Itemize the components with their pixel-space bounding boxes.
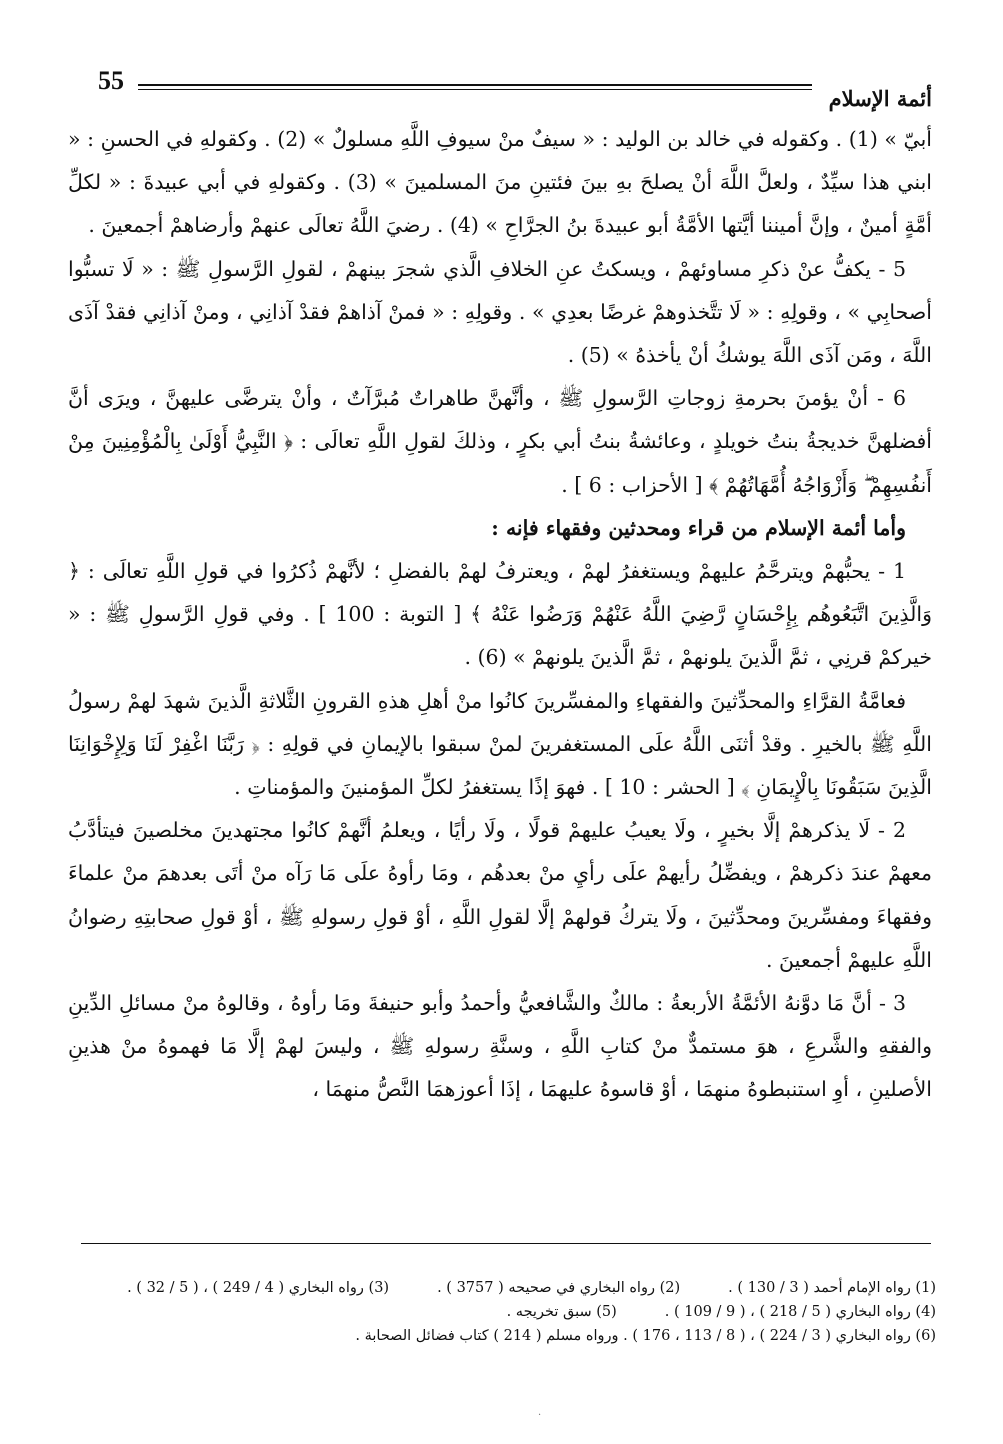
footnote-row <box>72 1276 936 1300</box>
main-text <box>68 118 932 1112</box>
page-number: 55 <box>98 66 124 95</box>
footnote-5: (5) سبق تخريجه . <box>506 1304 617 1320</box>
footnote-divider <box>81 1243 931 1244</box>
header-rule <box>138 84 812 86</box>
footnote-2: (2) رواه البخاري في صحيحه ( 3757 ) . <box>437 1280 681 1296</box>
footnote-6: (6) رواه البخاري ( 3 / 224 ) ، ( 8 / 113 ، 176 ) . ورواه مسلم ( 214 ) كتاب فضائل الصحابة . <box>355 1328 936 1344</box>
footnote-3: (3) رواه البخاري ( 4 / 249 ) ، ( 5 / 32 ) . <box>127 1280 390 1296</box>
paragraph-point-5: 5 - يكفُّ عنْ ذكرِ مساوئهمْ ، ويسكتُ عنِ الخلافِ الَّذي شجرَ بينهمْ ، لقولِ الرَّسولِ ﷺ : « لَا تسبُّوا أصحابِي » ، وقولِهِ : « لَا تتَّخذوهمْ غرضًا بعدِي » . وقولِهِ : « فمنْ آذاهمْ فقدْ آذانِي ، ومنْ آذانِي فقدْ آذَى اللَّهَ ، ومَن آذَى اللَّهَ يوشكُ أنْ يأخذهُ » (5) . <box>68 256 932 368</box>
footnote-4: (4) رواه البخاري ( 5 / 218 ) ، ( 9 / 109 ) . <box>664 1304 936 1320</box>
running-title: أئمة الإسلام <box>828 86 932 111</box>
scan-speck: · <box>538 1410 542 1421</box>
paragraph-scholars-merit: فعامَّةُ القرَّاءِ والمحدِّثينَ والفقهاءِ والمفسِّرينَ كانُوا منْ أهلِ هذهِ القرونِ الثَّلاثةِ الَّذينَ شهدَ لهمْ رسولُ اللَّهِ ﷺ بالخيرِ . وقدْ أثنَى اللَّهُ علَى المستغفرينَ لمنْ سبقوا بالإيمانِ في قولِهِ : ﴿ رَبَّنَا اغْفِرْ لَنَا وَلِإِخْوَانِنَا الَّذِينَ سَبَقُونَا بِالْإِيمَانِ ﴾ [ الحشر : 10 ] . فهوَ إذًا يستغفرُ لكلِّ المؤمنينَ والمؤمناتِ . <box>68 688 932 800</box>
page-header <box>70 62 932 114</box>
paragraph-point-6: 6 - أنْ يؤمنَ بحرمةِ زوجاتِ الرَّسولِ ﷺ ، وأنَّهنَّ طاهراتٌ مُبرَّآتٌ ، وأنْ يترضَّى عليهنَّ ، ويرَى أنَّ أفضلهنَّ خديجةُ بنتُ خويلدٍ ، وعائشةُ بنتُ أبي بكرٍ ، وذلكَ لقولِ اللَّهِ تعالَى : ﴿ النَّبِيُّ أَوْلَىٰ بِالْمُؤْمِنِينَ مِنْ أَنفُسِهِمْ ۖ وَأَزْوَاجُهُ أُمَّهَاتُهُمْ ﴾ [ الأحزاب : 6 ] . <box>68 386 932 497</box>
footnote-row <box>72 1324 936 1348</box>
footnote-1: (1) رواه الإمام أحمد ( 3 / 130 ) . <box>728 1280 936 1296</box>
paragraph-imams-point-1: 1 - يحبُّهمْ ويترحَّمُ عليهمْ ويستغفرُ لهمْ ، ويعترفُ لهمْ بالفضلِ ؛ لأنَّهمْ ذُكرُوا في قولِ اللَّهِ تعالَى : ﴿ وَالَّذِينَ اتَّبَعُوهُم بِإِحْسَانٍ رَّضِيَ اللَّهُ عَنْهُمْ وَرَضُوا عَنْهُ ﴾ [ التوبة : 100 ] . وفي قولِ الرَّسولِ ﷺ : « خيركمْ قرنِي ، ثمَّ الَّذينَ يلونهمْ ، ثمَّ الَّذينَ يلونهمْ » (6) . <box>68 559 932 670</box>
section-heading: وأما أئمة الإسلام من قراء ومحدثين وفقهاء فإنه : <box>491 515 906 540</box>
footnotes <box>72 1276 936 1348</box>
header-rule-thin <box>138 89 812 90</box>
paragraph-imams-point-3: 3 - أنَّ مَا دوَّنهُ الأئمَّةُ الأربعةُ : مالكٌ والشَّافعيُّ وأحمدُ وأبو حنيفةَ ومَا رأوهُ ، وقالوهُ منْ مسائلِ الدِّينِ والفقهِ والشَّرعِ ، هوَ مستمدٌّ منْ كتابِ اللَّهِ ، وسنَّةِ رسولهِ ﷺ ، وليسَ لهمْ إلَّا مَا فهموهُ منْ هذينِ الأصلينِ ، أوِ استنبطوهُ منهمَا ، أوْ قاسوهُ عليهمَا ، إذَا أعوزهمَا النَّصُّ منهمَا ، <box>68 991 932 1102</box>
paragraph-companions-praise: أبيّ » (1) . وكقوله في خالد بن الوليد : « سيفٌ منْ سيوفِ اللَّهِ مسلولٌ » (2) . وكقولهِ في الحسنِ : « ابني هذا سيِّدٌ ، ولعلَّ اللَّهَ أنْ يصلحَ بهِ بينَ فئتينِ منَ المسلمينَ » (3) . وكقولهِ في أبي عبيدةَ : « لكلِّ أمَّةٍ أمينٌ ، وإنَّ أميننا أيَّتها الأمَّةُ أبو عبيدةَ بنُ الجرَّاحِ » (4) . رضيَ اللَّهُ تعالَى عنهمْ وأرضاهمْ أجمعينَ . <box>68 127 932 238</box>
footnote-row <box>72 1300 936 1324</box>
paragraph-imams-point-2: 2 - لَا يذكرهمْ إلَّا بخيرٍ ، ولَا يعيبُ عليهمْ قولًا ، ولَا رأيًا ، ويعلمُ أنَّهمْ كانُوا مجتهدينَ مخلصينَ فيتأدَّبُ معهمْ عندَ ذكرهمْ ، ويفضِّلُ رأيهمْ علَى رأيِ منْ بعدهُم ، ومَا رأوهُ علَى مَا رَآه منْ أتَى بعدهمَ منْ علماءَ وفقهاءَ ومفسِّرينَ ومحدِّثينَ ، ولَا يتركُ قولهمْ إلَّا لقولِ اللَّهِ ، أوْ قولِ رسولهِ ﷺ ، أوْ قولِ صحابتِهِ رضوانُ اللَّهِ عليهمْ أجمعينَ . <box>68 818 933 972</box>
